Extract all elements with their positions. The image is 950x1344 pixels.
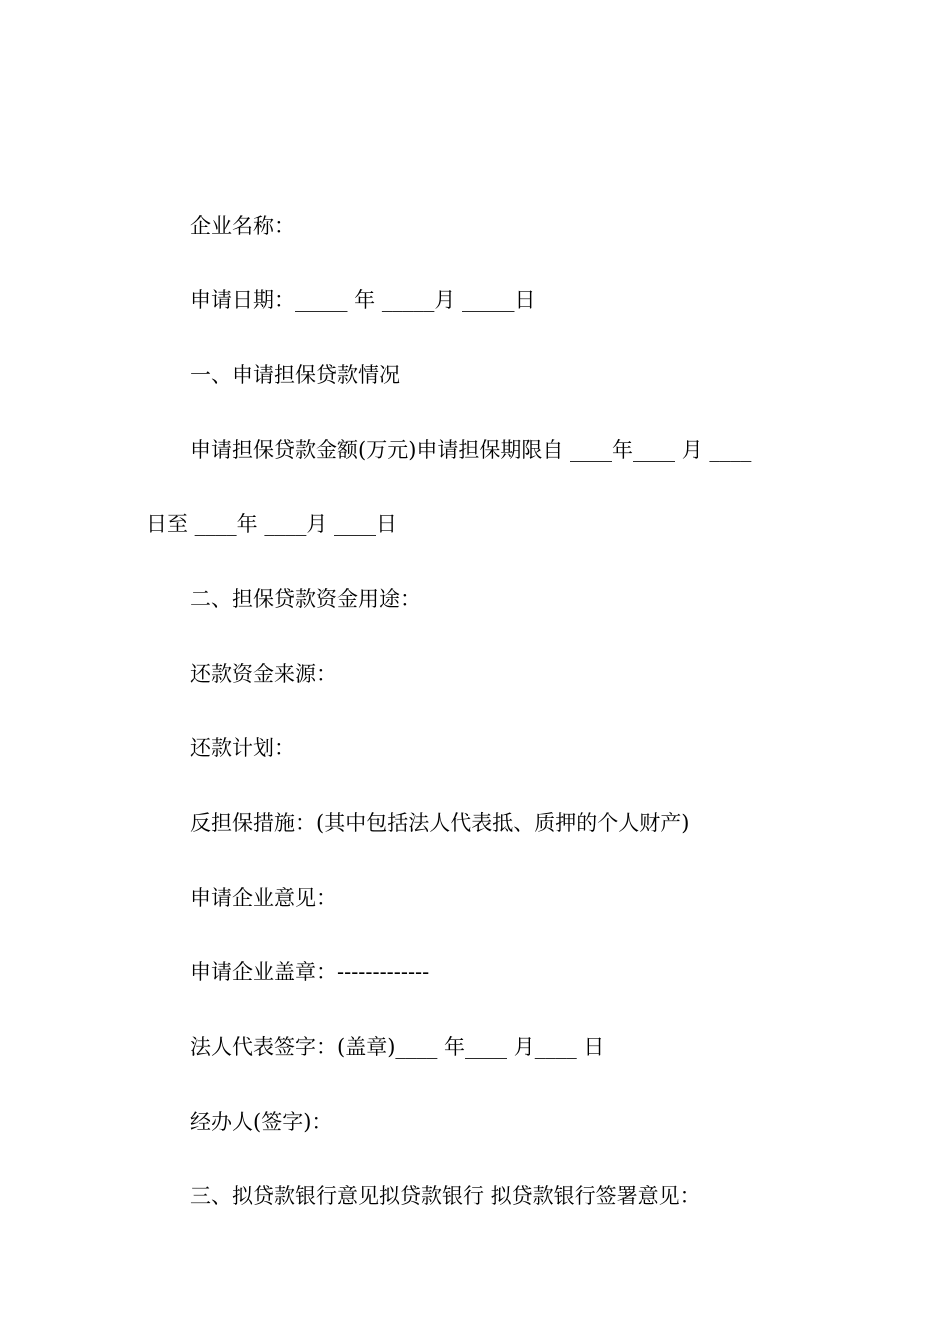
loan-period-end-line: 日至 ____年 ____月 ____日 <box>146 512 398 536</box>
company-name-label: 企业名称： <box>190 214 295 238</box>
applicant-seal-line: 申请企业盖章：------------- <box>190 960 430 984</box>
handler-signature-label: 经办人(签字)： <box>190 1110 333 1134</box>
repayment-source-label: 还款资金来源： <box>190 662 337 686</box>
application-date-line: 申请日期：_____ 年 _____月 _____日 <box>190 288 536 312</box>
section-1-heading: 一、申请担保贷款情况 <box>190 363 400 387</box>
legal-rep-signature-line: 法人代表签字：(盖章)____ 年____ 月____ 日 <box>190 1035 605 1059</box>
applicant-opinion-label: 申请企业意见： <box>190 886 337 910</box>
repayment-plan-label: 还款计划： <box>190 736 295 760</box>
loan-amount-period-line: 申请担保贷款金额(万元)申请担保期限自 ____年____ 月 ____ <box>190 438 752 462</box>
section-3-heading: 三、拟贷款银行意见拟贷款银行 拟贷款银行签署意见： <box>190 1184 701 1208</box>
section-2-heading: 二、担保贷款资金用途： <box>190 587 421 611</box>
counter-guarantee-label: 反担保措施：(其中包括法人代表抵、质押的个人财产) <box>190 811 690 835</box>
